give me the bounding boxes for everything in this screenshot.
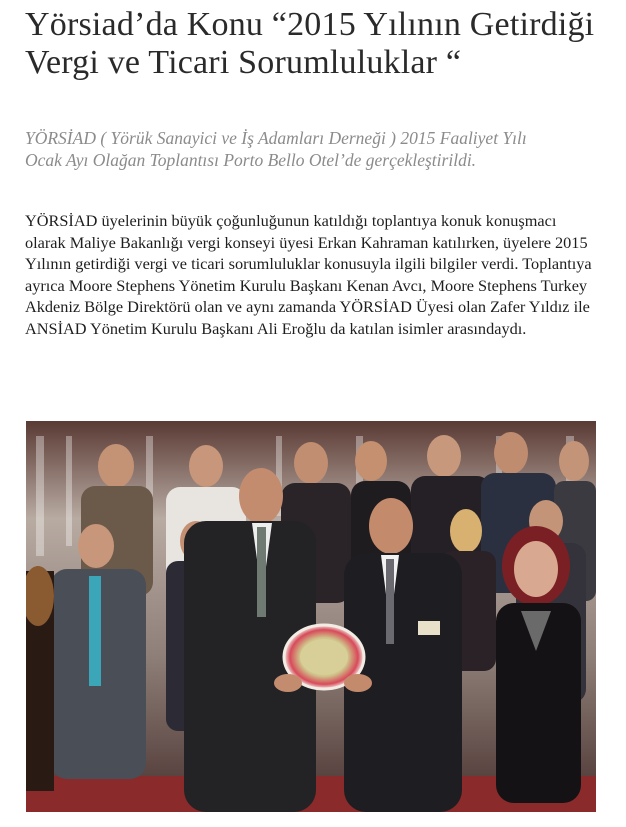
article-body: YÖRSİAD üyelerinin büyük çoğunluğunun katıldığı toplantıya konuk konuşmacı olarak Maliye Bakanlığı vergi konseyi üyesi Erkan Kahraman katılırken, üyelere 2015 Yılının getirdiği vergi ve ticari sorumluluklar konusuyla ilgili bilgiler verdi. Toplantıya ayrıca Moore Stephens Yönetim Kurulu Başkanı Kenan Avcı, Moore Stephens Turkey Akdeniz Bölge Direktörü olan ve aynı zamanda YÖRSİAD Üyesi olan Zafer Yıldız ile ANSİAD Yönetim Kurulu Başkanı Ali Eroğlu da katılan isimler arasındaydı. — [25, 211, 592, 338]
event-photo — [26, 421, 596, 812]
article-headline: Yörsiad’da Konu “2015 Yılının Getirdiği Vergi ve Ticari Sorumluluklar “ — [25, 6, 595, 81]
article-subheadline: YÖRSİAD ( Yörük Sanayici ve İş Adamları Derneği ) 2015 Faaliyet Yılı Ocak Ayı Olağan Toplantısı Porto Bello Otel’de gerçekleştirildi. — [25, 128, 527, 170]
